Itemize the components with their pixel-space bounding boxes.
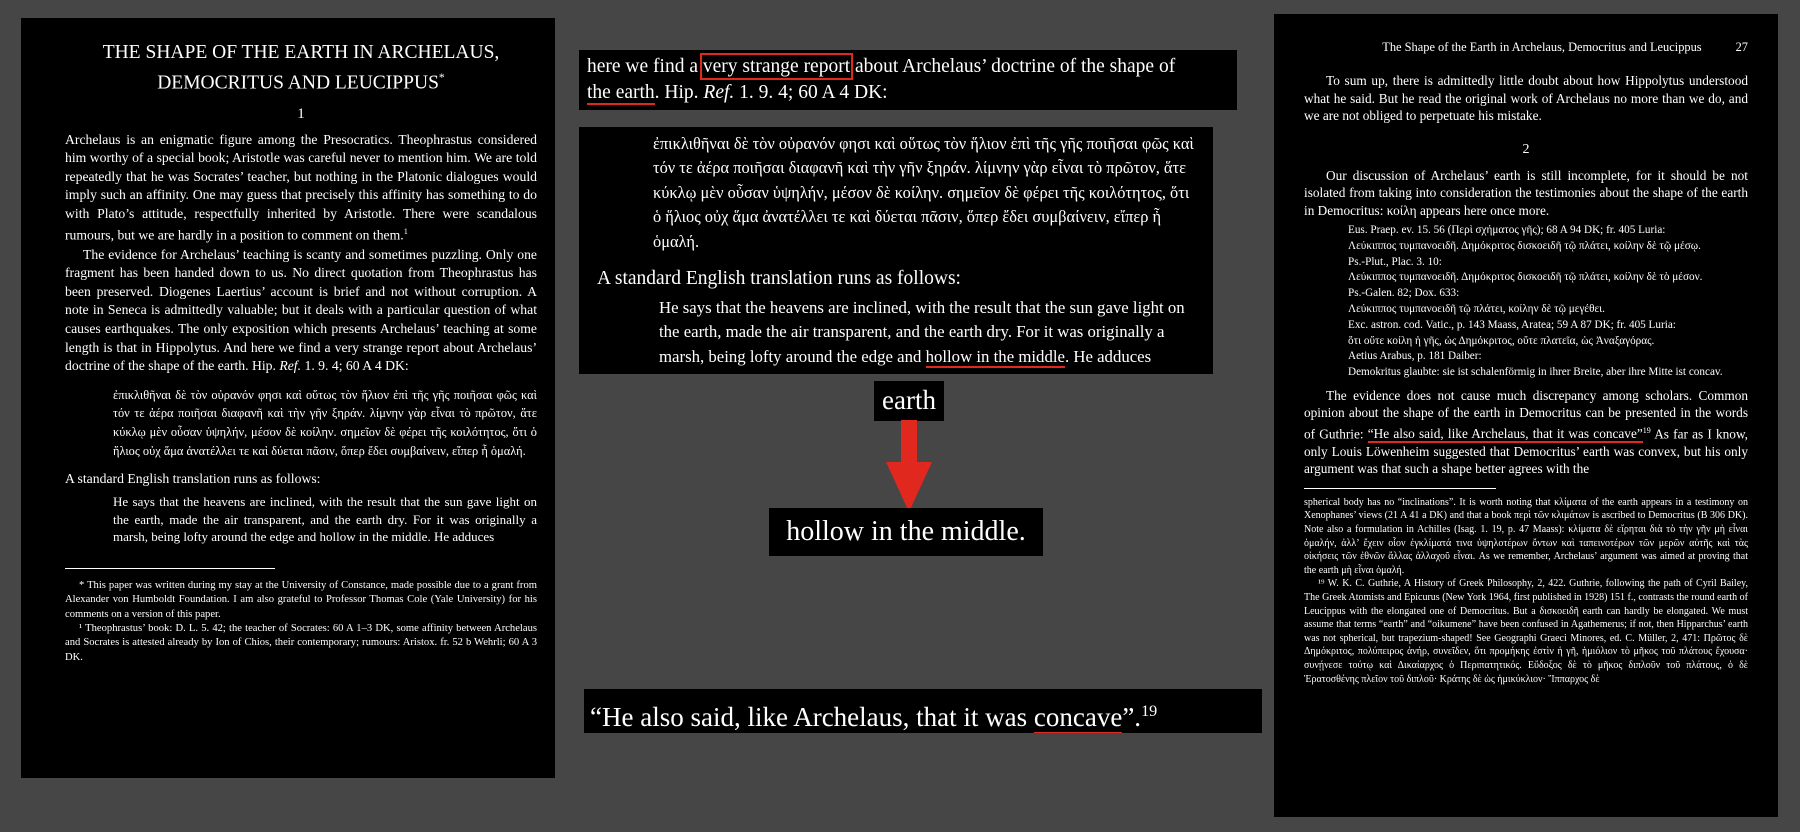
- ref-italic: Ref.: [703, 82, 735, 103]
- translation-intro: A standard English translation runs as follows:: [65, 471, 321, 487]
- paragraph-1-text: Archelaus is an enigmatic figure among the Presocratics. Theophrastus considered him worthy of a special book; Aristotle was careful never to mention him. We are told repeatedly that he was Socrates’ teacher, but nothing in the Platonic dialogues would imply such an affinity. One may guess that precisely this affinity has something to do with Plato’s attitude, respectfully inherited by Aristotle. There were scandalous rumours, but we are hardly in a position to comment on them.: [65, 131, 537, 244]
- title-footnote-mark: *: [438, 71, 445, 84]
- underlined-hollow-in-the-middle: hollow in the middle: [925, 346, 1065, 366]
- translation-zoom-post: . He adduces: [1064, 346, 1152, 366]
- footnote-divider: [65, 568, 275, 569]
- paragraph-evidence: [1304, 387, 1748, 478]
- translation-intro-zoom: A standard English translation runs as follows:: [597, 268, 961, 290]
- footnote-1: ¹ Theophrastus’ book: D. L. 5. 42; the teacher of Socrates: 60 A 1–3 DK, some affinity between Archelaus and Socrates is attested already by Ion of Chios, their contemporary; rumours: Aristox. fr. 52 b Wehrli; 60 A 3 DK.: [65, 623, 537, 663]
- excerpt-strange-report: [579, 50, 1237, 110]
- article-title: [65, 40, 537, 96]
- testimonium-line: ὅτι οὔτε κοίλη ἡ γῆς, ὡς Δημόκριτος, οὔτε πλατεῖα, ὡς Ἀναξαγόρας.: [1348, 334, 1655, 347]
- quote-post: ”.: [1122, 702, 1142, 732]
- report-text-post: about Archelaus’ doctrine of the shape of: [855, 56, 1176, 77]
- paragraph-sum: To sum up, there is admittedly little doubt about how Hippolytus understood what he said. But he read the original work of Archelaus no more than we do, and we are not obliged to perpetuate his mistake.: [1304, 73, 1748, 123]
- footnote-star: * This paper was written during my stay at the University of Constance, made possible due to a grant from Alexander von Humboldt Foundation. I am also grateful to Professor Thomas Cole (Yale University) for his comments on a version of this paper.: [65, 580, 537, 620]
- underlined-concave: concave: [1033, 702, 1123, 732]
- label-earth: earth: [874, 381, 944, 421]
- evidence-pre: The evidence does not cause much discrepancy among scholars. Common opinion about the shape of the earth in Democritus can be presented in the words of Guthrie:: [1304, 387, 1748, 442]
- underlined-guthrie-quote: “He also said, like Archelaus, that it was concave”: [1367, 426, 1643, 442]
- left-page-scan: [21, 18, 555, 778]
- paragraph-2-tail: 1. 9. 4; 60 A 4 DK:: [304, 358, 409, 374]
- testimonium-line: Λεύκιππος τυμπανοειδῆ. Δημόκριτος δισκοειδῆ τῷ πλάτει, κοίλην δὲ τῷ μέσῳ.: [1348, 239, 1701, 252]
- highlight-box-very-strange-report: very strange report: [702, 56, 851, 77]
- section-number: 2: [1522, 141, 1530, 157]
- greek-quotation: ἐπικλιθῆναι δὲ τὸν οὐρανόν φησι καὶ οὕτως τὸν ἥλιον ἐπὶ τῆς γῆς ποιῆσαι φῶς καὶ τόν τε ἀέρα ποιῆσαι διαφανῆ καὶ τὴν γῆν ξηράν. λίμνην γὰρ εἶναι τὸ πρῶτον, ἅτε κύκλῳ μὲν οὖσαν ὑψηλήν, μέσον δὲ κοίλην. σημεῖον δὲ φέρει τῆς κοιλότητος, ὅτι ὁ ἥλιος οὐχ ἅμα ἀνατέλλει τε καὶ δύεται πᾶσιν, ὅπερ ἔδει συμβαίνειν, εἴπερ ἦ ὁμαλή.: [113, 387, 537, 458]
- testimonium-line: Λεύκιππος τυμπανοειδῆ. Δημόκριτος δισκοειδῆ τῷ πλάτει, κοίλην δὲ τὸ μέσον.: [1348, 271, 1703, 284]
- testimonium-line: Λεύκιππος τυμπανοειδῆ τῷ πλάτει, κοίλην δὲ τῷ μεγέθει.: [1348, 302, 1605, 315]
- quote-pre: “He also said, like Archelaus, that it was: [590, 702, 1028, 732]
- footnote-19: ¹⁹ W. K. C. Guthrie, A History of Greek Philosophy, 2, 422. Guthrie, following the path of Cyril Bailey, The Greek Atomists and Epicurus (New York 1964, first published in 1928) 151 f., contrasts the round earth of Leucippus with the elongated one of Democritus. But a δισκοειδῆ earth can hardly be elongated. We must assume that terms “earth” and “oikumene” have been confused in Agathemerus; if not, then Hipparchus’ earth was not spherical, but trapezium-shaped! See Geographi Graeci Minores, ed. C. Müller, 2, 471: Πρῶτος δὲ Δημόκριτος, πολύπειρος ἀνήρ, συνεῖδεν, ὅτι προμήκης ἐστὶν ἡ γῆ, ἡμιόλιον τὸ μῆκος τοῦ πλάτους ἔχουσα· συνῄνεσε τούτῳ καὶ Δικαίαρχος ὁ Περιπατητικός. Εὔδοξος δὲ τὸ μῆκος διπλοῦν τοῦ πλάτους, ὁ δὲ Ἐρατοσθένης πλεῖον τοῦ διπλοῦ· Κράτης δὲ ὡς ἡμικύκλιον· Ἵππαρχος δὲ: [1304, 578, 1748, 685]
- page-number: 27: [1735, 40, 1748, 54]
- red-arrow-down-icon: [884, 420, 934, 512]
- testimonium-line: Eus. Praep. ev. 15. 56 (Περὶ σχήματος γῆς); 68 A 94 DK; fr. 405 Luria:: [1348, 224, 1666, 236]
- report-line2-rest: 1. 9. 4; 60 A 4 DK:: [739, 82, 888, 103]
- testimonium-line: Aetius Arabus, p. 181 Daiber:: [1348, 350, 1482, 363]
- footnote-ref: 1: [403, 227, 408, 237]
- running-head: The Shape of the Earth in Archelaus, Democritus and Leucippus: [1382, 40, 1702, 54]
- title-line-2: DEMOCRITUS AND LEUCIPPUS: [157, 72, 439, 94]
- testimonium-line: Ps.-Plut., Plac. 3. 10:: [1348, 255, 1442, 268]
- testimonium-line: Ps.-Galen. 82; Dox. 633:: [1348, 287, 1460, 300]
- paragraph-discussion: Our discussion of Archelaus’ earth is still incomplete, for it should be not isolated from taking into consideration the testimonies about the shape of the earth in Democritus: κοίλη appears here once more.: [1304, 167, 1748, 218]
- paragraph-2-text: The evidence for Archelaus’ teaching is scanty and sometimes puzzling. Only one fragment has been handed down to us. No direct quotation from Theophrastus has been preserved. Diogenes Laertius’ account is brief and not without corruption. A note in Seneca is admittedly valuable; but it deals with a particular question of what causes earthquakes. The only exposition which presents Archelaus’ teaching at some length is that in Hippolytus. And here we find a very strange report about Archelaus’ doctrine of the shape of the earth. Hip.: [65, 246, 537, 374]
- right-page-scan: [1274, 14, 1778, 817]
- ref-italic: Ref.: [279, 358, 302, 374]
- label-hollow-in-the-middle: hollow in the middle.: [769, 508, 1043, 556]
- testimonia-list: [1348, 223, 1748, 381]
- section-number: 1: [297, 105, 305, 122]
- running-header: [1304, 40, 1748, 55]
- paragraph-2: [65, 246, 537, 376]
- report-text-pre: here we find a: [587, 56, 698, 77]
- footnote-divider: [1304, 488, 1496, 489]
- underlined-the-earth: the earth: [587, 82, 655, 103]
- evidence-post: As far as I know, only Louis Löwenheim suggested that Democritus’ earth was convex, but his only argument was that such a shape better agrees with the: [1304, 426, 1749, 477]
- translation-zoom: [659, 296, 1195, 369]
- excerpt-greek-translation: [579, 127, 1213, 374]
- footnote-ref: 19: [1642, 425, 1651, 435]
- translation-zoom-pre: He says that the heavens are inclined, with the result that the sun gave light on the earth, made the air transparent, and the earth dry. For it was originally a marsh, being lofty around the edge and: [659, 298, 1185, 366]
- footnote-continued: spherical body has no “inclinations”. It is worth noting that κλίματα of the earth appears in a testimony on Xenophanes’ views (21 A 41 a DK) and that a book περὶ τῶν κλιμάτων is ascribed to Democritus (B 306 DK). Note also a formulation in Achilles (Isag. 1. 19, p. 47 Maass): κλίματα δὲ εἴρηται διὰ τὸ τὴν γῆν μὴ εἶναι ὁμαλήν, ἀλλ’ ἔχειν οἷον ἐγκλίματά τινα ὑψηλοτέρων ὄντων καὶ ταπεινοτέρων τῶν μερῶν αὐτῆς καὶ τὰς οἰκήσεις τῶν ἐθνῶν ἄλλας ἀλλαχοῦ εἶναι. As we remember, Archelaus’ argument was aimed at proving that the earth μὴ εἶναι ὁμαλή.: [1304, 496, 1748, 576]
- testimonium-line: Demokritus glaubte: sie ist schalenförmig in ihrer Breite, aber ihre Mitte ist concav.: [1348, 366, 1723, 379]
- report-line2-pre: . Hip.: [654, 82, 699, 103]
- testimonium-line: Exc. astron. cod. Vatic., p. 143 Maass, Aratea; 59 A 87 DK; fr. 405 Luria:: [1348, 318, 1676, 331]
- translation-block: He says that the heavens are inclined, with the result that the sun gave light on the earth, made the air transparent, and the earth dry. For it was originally a marsh, being lofty around the edge and hollow in the middle. He adduces: [113, 493, 537, 545]
- title-line-1: THE SHAPE OF THE EARTH IN ARCHELAUS,: [102, 42, 500, 63]
- greek-quotation-zoom: ἐπικλιθῆναι δὲ τὸν οὐρανόν φησι καὶ οὕτως τὸν ἥλιον ἐπὶ τῆς γῆς ποιῆσαι φῶς καὶ τόν τε ἀέρα ποιῆσαι διαφανῆ καὶ τὴν γῆν ξηράν. λίμνην γὰρ εἶναι τὸ πρῶτον, ἅτε κύκλῳ μὲν οὖσαν ὑψηλήν, μέσον δὲ κοίλην. σημεῖον δὲ φέρει τῆς κοιλότητος, ὅτι ὁ ἥλιος οὐχ ἅμα ἀνατέλλει τε καὶ δύεται πᾶσιν, ὅπερ ἔδει συμβαίνειν, εἴπερ ἦ ὁμαλή.: [653, 134, 1194, 251]
- quote-footnote-ref: 19: [1141, 702, 1158, 720]
- paragraph-1: [65, 131, 537, 246]
- label-concave-quote: [584, 689, 1262, 733]
